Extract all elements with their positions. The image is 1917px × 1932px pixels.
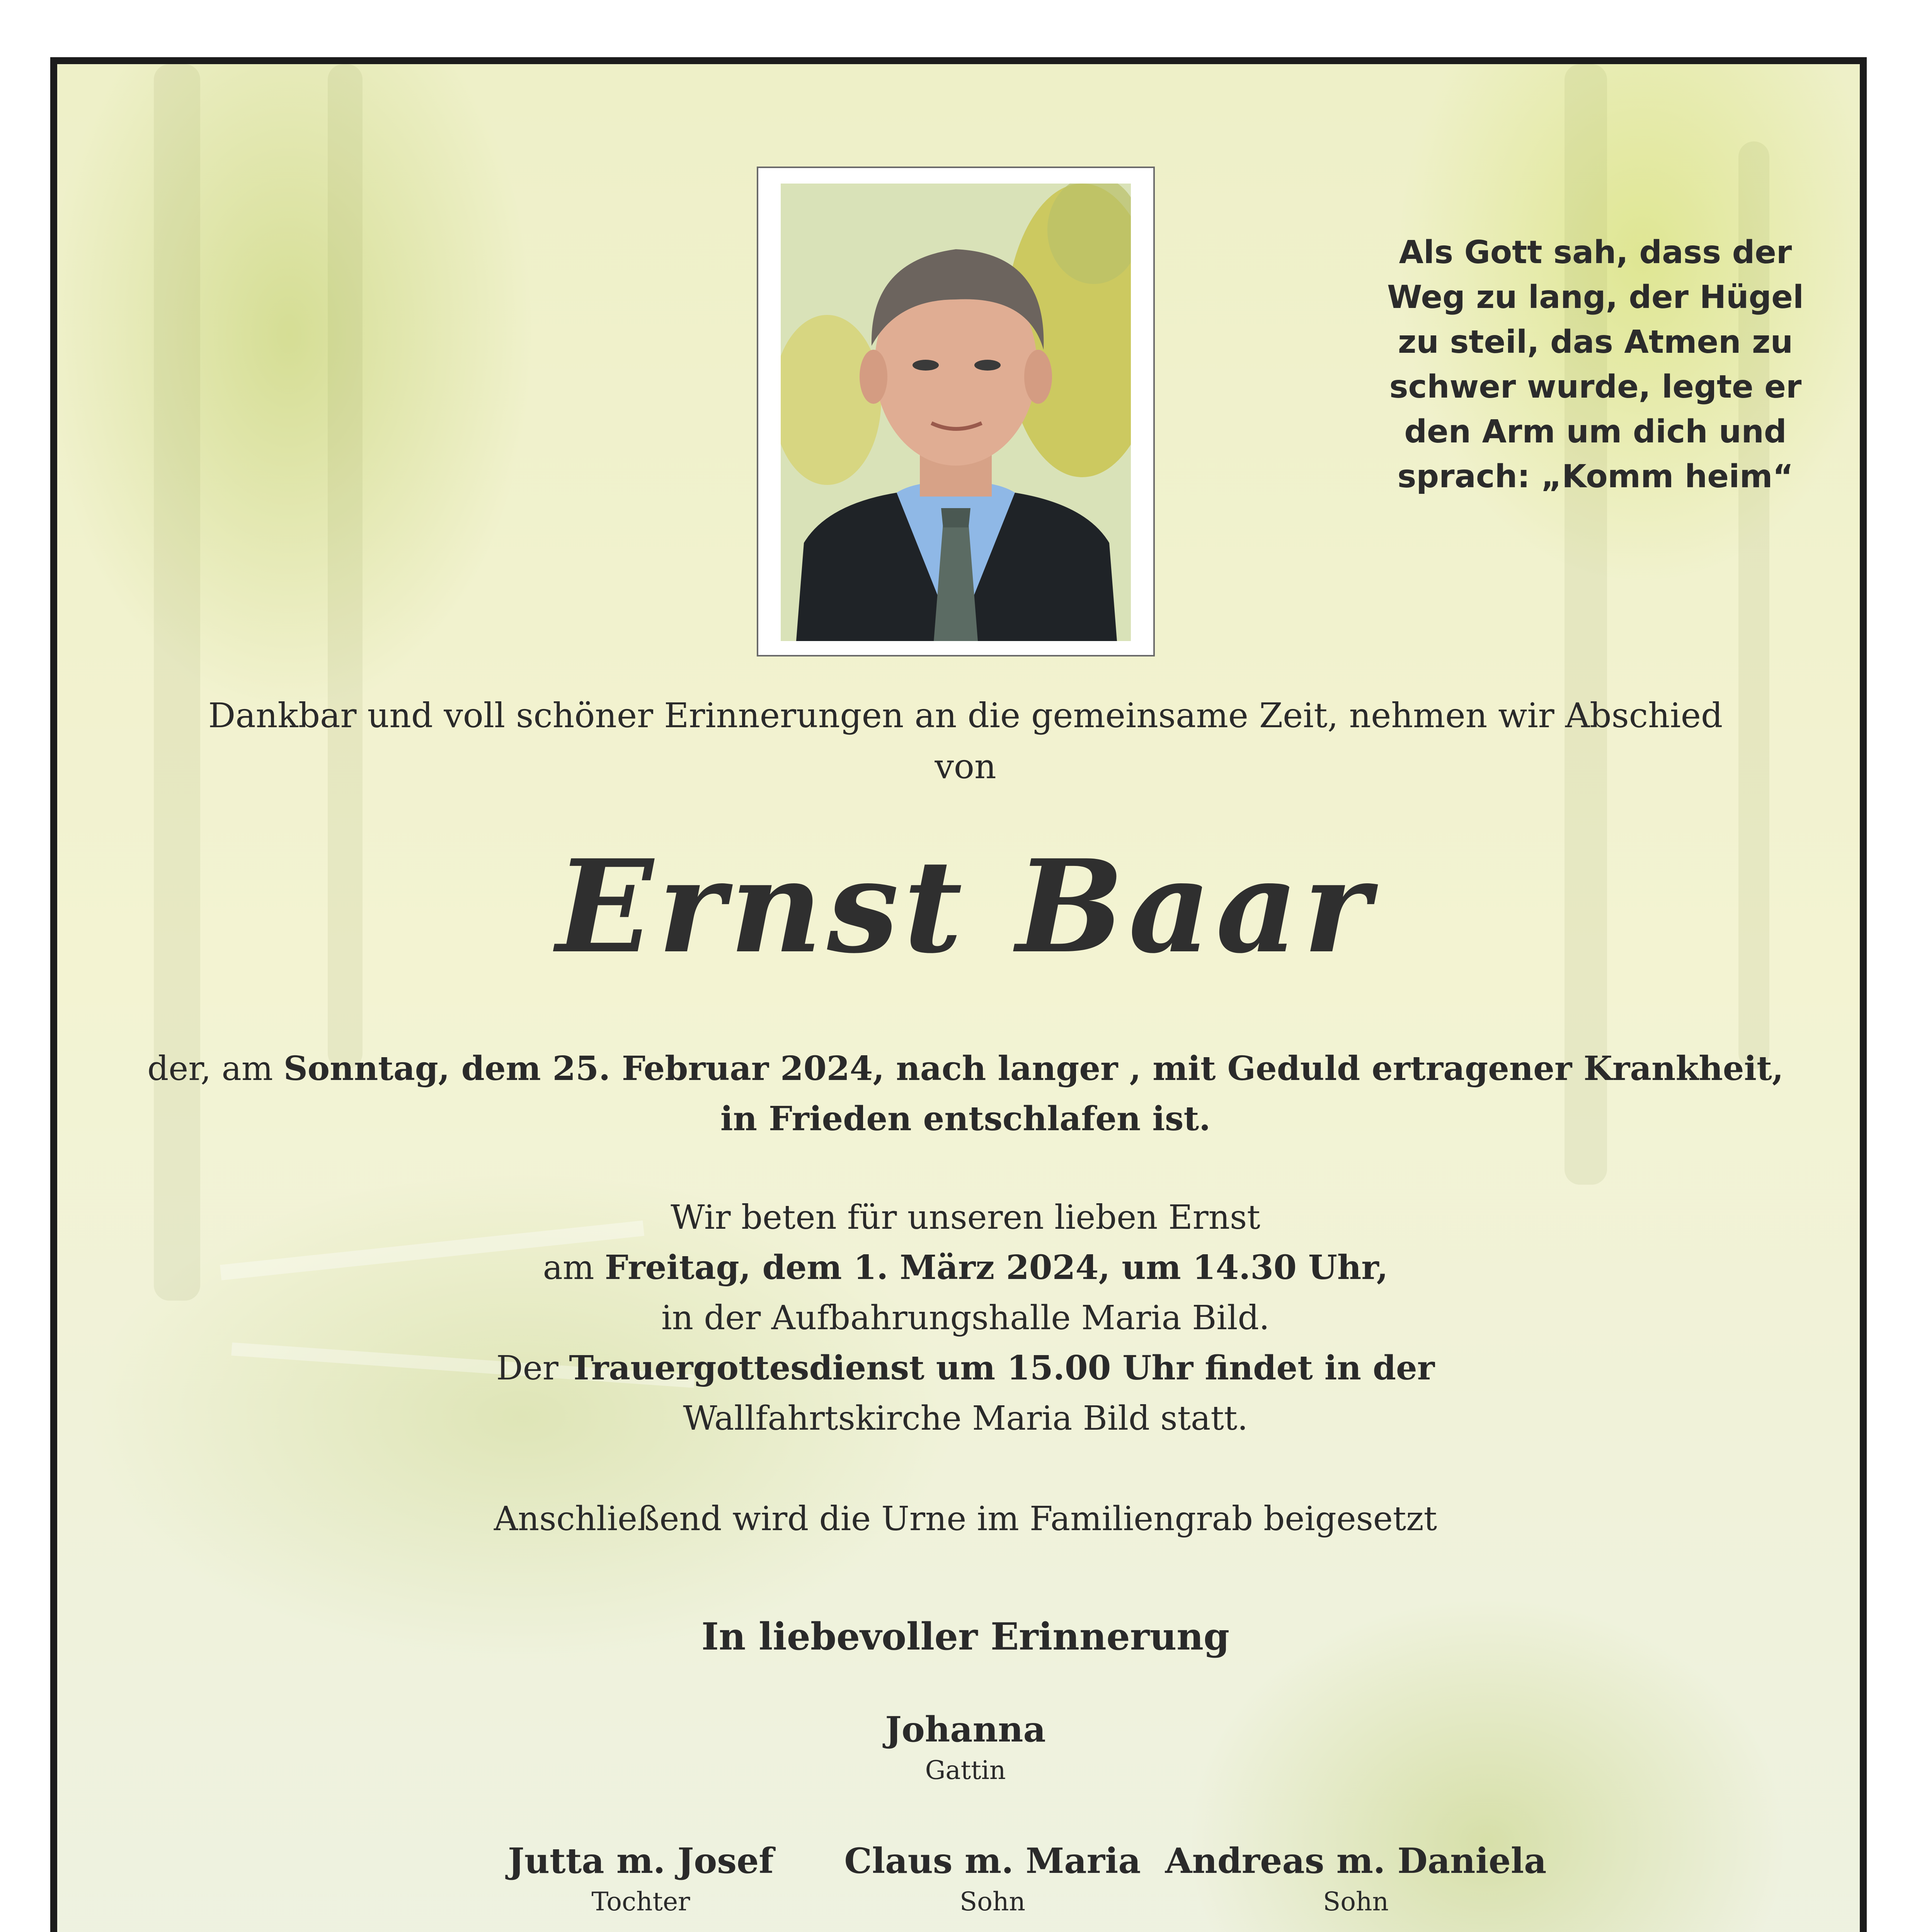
mourner-name: Andreas m. Daniela [1165,1840,1547,1881]
death-line: in Frieden entschlafen ist. [720,1099,1211,1138]
quote-line: den Arm um dich und [1404,413,1787,450]
death-date: Sonntag, dem 25. Februar 2024, nach langer , mit Geduld ertragener Krankheit, [283,1049,1784,1088]
quote-line: Weg zu lang, der Hügel [1387,279,1804,316]
portrait-frame [757,167,1155,656]
portrait-photo [781,184,1131,641]
memory-heading: In liebevoller Erinnerung [701,1615,1230,1658]
prayer-date: Freitag, dem 1. März 2024, um 14.30 Uhr, [604,1248,1388,1287]
farewell-intro [57,690,1867,792]
mourner-role: Sohn [960,1887,1025,1917]
intro-line: von [935,747,996,786]
service-time: Trauergottesdienst um 15.00 Uhr findet in der [569,1349,1435,1388]
mourner-son-andreas [1143,1838,1568,1920]
mourner-daughter [467,1838,815,1920]
prayer-line [57,1243,1867,1293]
prayer-line [57,1343,1867,1393]
death-notice [57,1044,1867,1144]
prayer-line: in der Aufbahrungshalle Maria Bild. [661,1299,1270,1337]
quote-line: Als Gott sah, dass der [1399,234,1792,271]
quote-line: schwer wurde, legte er [1389,369,1802,405]
portrait-illustration [781,184,1131,641]
prayer-info [57,1192,1867,1444]
deceased-name: Ernst Baar [556,832,1375,981]
mourner-name: Jutta m. Josef [508,1840,774,1881]
quote-line: sprach: „Komm heim“ [1397,458,1794,495]
obituary-card [50,57,1867,1932]
mourner-name: Claus m. Maria [844,1840,1141,1881]
intro-line: Dankbar und voll schöner Erinnerungen an die gemeinsame Zeit, nehmen wir Abschied [208,696,1723,735]
mourner-wife [830,1706,1101,1788]
mourner-name: Johanna [885,1709,1046,1750]
mourner-role: Gattin [925,1755,1006,1785]
mourner-role: Sohn [1323,1887,1389,1917]
poem-quote [1344,230,1847,499]
mourner-son-claus [819,1838,1166,1920]
death-line [57,1044,1867,1094]
death-pre: der, am [147,1049,284,1088]
prayer-line: Wallfahrtskirche Maria Bild statt. [683,1399,1248,1438]
prayer-line: Wir beten für unseren lieben Ernst [671,1198,1260,1237]
prayer-pre: am [543,1248,605,1287]
quote-line: zu steil, das Atmen zu [1398,324,1793,361]
mourner-role: Tochter [591,1887,690,1917]
service-pre: Der [496,1349,569,1388]
burial-note: Anschließend wird die Urne im Familiengrab beigesetzt [494,1500,1437,1538]
